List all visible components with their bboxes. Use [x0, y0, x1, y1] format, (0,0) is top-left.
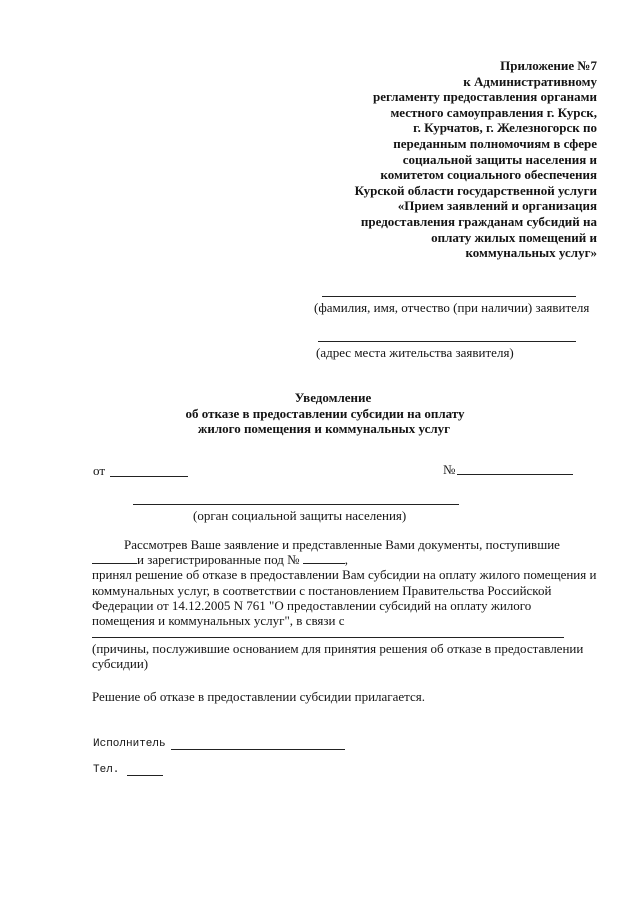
reasons-caption-line: (причины, послужившие основанием для принятия решения об отказе в предоставлении — [92, 641, 584, 656]
appendix-line: г. Курчатов, г. Железногорск по — [413, 120, 597, 136]
title-line: Уведомление — [294, 390, 372, 405]
body-line — [92, 552, 604, 567]
appendix-line: Курской области государственной услуги — [354, 182, 597, 198]
notice-body — [92, 537, 604, 628]
organ-caption: (орган социальной защиты населения) — [193, 508, 407, 523]
phone-field-line[interactable] — [127, 775, 163, 776]
phone-label: Тел. — [93, 764, 120, 776]
body-line: помещения и коммунальных услуг", в связи с — [92, 613, 345, 629]
appendix-line: социальной защиты населения и — [402, 151, 597, 167]
title-line: жилого помещения и коммунальных услуг — [197, 421, 451, 436]
appendix-line: регламенту предоставления органами — [373, 89, 597, 105]
reasons-field-line[interactable] — [92, 637, 564, 638]
registration-date-blank[interactable] — [92, 552, 137, 564]
appendix-line: комитетом социального обеспечения — [380, 167, 597, 183]
date-field-line[interactable] — [110, 476, 188, 477]
body-line: коммунальных услуг, в соответствии с постановлением Правительства Российской — [92, 582, 552, 598]
appendix-line: переданным полномочиям в сфере — [393, 135, 597, 151]
organ-field-line[interactable] — [133, 504, 459, 505]
appendix-line: «Прием заявлений и организация — [397, 198, 597, 214]
body-line-text: и зарегистрированные под № — [137, 552, 300, 568]
body-line-text: , — [344, 552, 348, 568]
registration-number-blank[interactable] — [303, 552, 345, 564]
appendix-line: коммунальных услуг» — [465, 245, 597, 261]
reasons-caption-line: субсидии) — [92, 656, 149, 672]
number-field-line[interactable] — [457, 474, 573, 475]
body-line: Рассмотрев Ваше заявление и представленные Вами документы, поступившие — [124, 537, 560, 552]
applicant-address-caption: (адрес места жительства заявителя) — [316, 345, 514, 360]
number-label: № — [443, 462, 456, 477]
title-line: об отказе в предоставлении субсидии на оплату — [185, 405, 465, 421]
appendix-line: Приложение №7 — [500, 58, 597, 73]
attachment-note: Решение об отказе в предоставлении субсидии прилагается. — [92, 689, 425, 704]
appendix-line: оплату жилых помещений и — [431, 229, 597, 245]
body-line: Федерации от 14.12.2005 N 761 "О предоставлении субсидий на оплату жилого — [92, 597, 532, 613]
appendix-line: к Административному — [463, 73, 597, 89]
appendix-header — [307, 58, 597, 261]
notice-title — [0, 390, 640, 437]
applicant-name-line[interactable] — [322, 296, 576, 297]
executor-field-line[interactable] — [171, 749, 345, 750]
executor-label: Исполнитель — [93, 738, 166, 750]
applicant-address-line[interactable] — [318, 341, 576, 342]
applicant-name-caption: (фамилия, имя, отчество (при наличии) заявителя — [314, 300, 590, 315]
appendix-line: местного самоуправления г. Курск, — [390, 104, 597, 120]
appendix-line: предоставления гражданам субсидий на — [360, 213, 597, 229]
reasons-caption — [92, 641, 604, 671]
body-line: принял решение об отказе в предоставлении Вам субсидии на оплату жилого помещения и — [92, 567, 597, 583]
date-label: от — [93, 463, 106, 478]
